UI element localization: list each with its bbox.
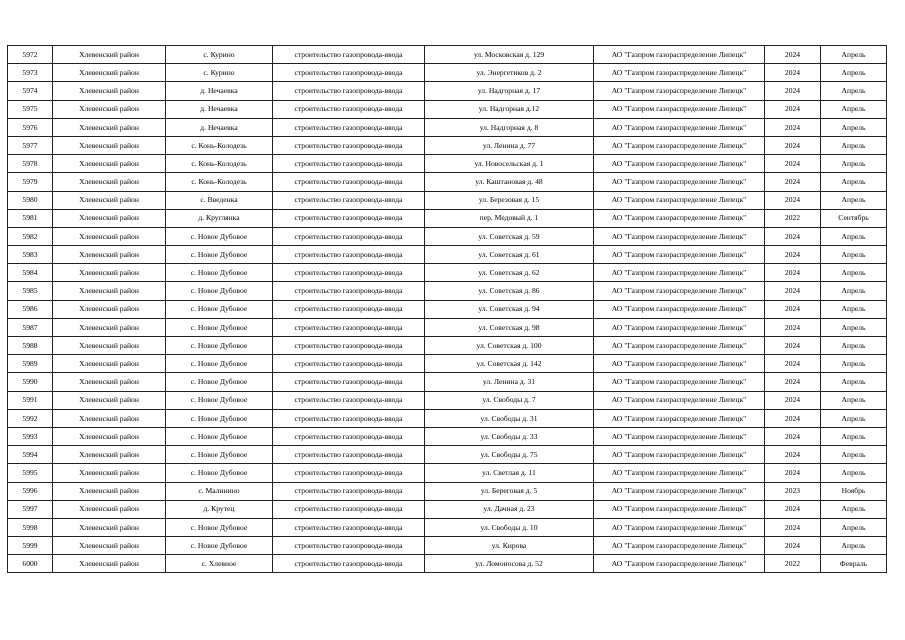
organization-cell: АО "Газпром газораспределение Липецк" xyxy=(594,464,765,482)
address-cell: ул. Свободы д. 33 xyxy=(425,427,594,445)
organization-cell: АО "Газпром газораспределение Липецк" xyxy=(594,191,765,209)
table-row xyxy=(8,82,887,100)
settlement-cell: с. Малинино xyxy=(166,482,273,500)
month-cell: Апрель xyxy=(821,64,887,82)
settlement-cell: с. Курино xyxy=(166,46,273,64)
year-cell: 2024 xyxy=(765,464,821,482)
year-cell: 2024 xyxy=(765,282,821,300)
organization-cell: АО "Газпром газораспределение Липецк" xyxy=(594,282,765,300)
work-type-cell: строительство газопровода-ввода xyxy=(273,355,425,373)
year-cell: 2024 xyxy=(765,64,821,82)
district-cell: Хлевенский район xyxy=(53,46,166,64)
work-type-cell: строительство газопровода-ввода xyxy=(273,427,425,445)
month-cell: Апрель xyxy=(821,409,887,427)
work-type-cell: строительство газопровода-ввода xyxy=(273,482,425,500)
year-cell: 2024 xyxy=(765,409,821,427)
table-row xyxy=(8,118,887,136)
organization-cell: АО "Газпром газораспределение Липецк" xyxy=(594,500,765,518)
row-number-cell: 5978 xyxy=(8,155,53,173)
table-row xyxy=(8,355,887,373)
month-cell: Апрель xyxy=(821,118,887,136)
year-cell: 2024 xyxy=(765,373,821,391)
table-row xyxy=(8,482,887,500)
table-row xyxy=(8,100,887,118)
address-cell: пер. Медовый д. 1 xyxy=(425,209,594,227)
settlement-cell: д. Нечаевка xyxy=(166,82,273,100)
month-cell: Апрель xyxy=(821,82,887,100)
table-row xyxy=(8,46,887,64)
table-row xyxy=(8,500,887,518)
month-cell: Сентябрь xyxy=(821,209,887,227)
row-number-cell: 5988 xyxy=(8,337,53,355)
settlement-cell: с. Конь-Колодезь xyxy=(166,155,273,173)
table-row xyxy=(8,264,887,282)
organization-cell: АО "Газпром газораспределение Липецк" xyxy=(594,118,765,136)
month-cell: Апрель xyxy=(821,464,887,482)
year-cell: 2024 xyxy=(765,155,821,173)
year-cell: 2024 xyxy=(765,227,821,245)
work-type-cell: строительство газопровода-ввода xyxy=(273,318,425,336)
month-cell: Апрель xyxy=(821,191,887,209)
table-row xyxy=(8,537,887,555)
address-cell: ул. Московская д. 129 xyxy=(425,46,594,64)
settlement-cell: с. Новое Дубовое xyxy=(166,518,273,536)
month-cell: Апрель xyxy=(821,136,887,154)
month-cell: Ноябрь xyxy=(821,482,887,500)
table-row xyxy=(8,300,887,318)
settlement-cell: д. Крутец xyxy=(166,500,273,518)
work-type-cell: строительство газопровода-ввода xyxy=(273,136,425,154)
address-cell: ул. Светлая д. 11 xyxy=(425,464,594,482)
work-type-cell: строительство газопровода-ввода xyxy=(273,300,425,318)
work-type-cell: строительство газопровода-ввода xyxy=(273,155,425,173)
work-type-cell: строительство газопровода-ввода xyxy=(273,191,425,209)
district-cell: Хлевенский район xyxy=(53,373,166,391)
address-cell: ул. Энергетиков д. 2 xyxy=(425,64,594,82)
year-cell: 2024 xyxy=(765,118,821,136)
year-cell: 2024 xyxy=(765,82,821,100)
address-cell: ул. Новосельская д. 1 xyxy=(425,155,594,173)
month-cell: Апрель xyxy=(821,337,887,355)
settlement-cell: д. Нечаевка xyxy=(166,118,273,136)
settlement-cell: с. Курино xyxy=(166,64,273,82)
month-cell: Апрель xyxy=(821,391,887,409)
work-type-cell: строительство газопровода-ввода xyxy=(273,100,425,118)
year-cell: 2024 xyxy=(765,391,821,409)
table-row xyxy=(8,464,887,482)
row-number-cell: 5990 xyxy=(8,373,53,391)
settlement-cell: с. Новое Дубовое xyxy=(166,355,273,373)
month-cell: Апрель xyxy=(821,427,887,445)
work-type-cell: строительство газопровода-ввода xyxy=(273,46,425,64)
month-cell: Февраль xyxy=(821,555,887,573)
table-row xyxy=(8,391,887,409)
row-number-cell: 5982 xyxy=(8,227,53,245)
organization-cell: АО "Газпром газораспределение Липецк" xyxy=(594,155,765,173)
address-cell: ул. Свободы д. 31 xyxy=(425,409,594,427)
settlement-cell: с. Новое Дубовое xyxy=(166,427,273,445)
month-cell: Апрель xyxy=(821,500,887,518)
year-cell: 2022 xyxy=(765,555,821,573)
settlement-cell: с. Новое Дубовое xyxy=(166,537,273,555)
address-cell: ул. Свободы д. 75 xyxy=(425,446,594,464)
district-cell: Хлевенский район xyxy=(53,100,166,118)
table-row xyxy=(8,427,887,445)
month-cell: Апрель xyxy=(821,46,887,64)
table-row xyxy=(8,409,887,427)
address-cell: ул. Советская д. 100 xyxy=(425,337,594,355)
organization-cell: АО "Газпром газораспределение Липецк" xyxy=(594,264,765,282)
organization-cell: АО "Газпром газораспределение Липецк" xyxy=(594,246,765,264)
month-cell: Апрель xyxy=(821,282,887,300)
district-cell: Хлевенский район xyxy=(53,500,166,518)
settlement-cell: с. Новое Дубовое xyxy=(166,282,273,300)
year-cell: 2024 xyxy=(765,191,821,209)
district-cell: Хлевенский район xyxy=(53,518,166,536)
organization-cell: АО "Газпром газораспределение Липецк" xyxy=(594,318,765,336)
settlement-cell: с. Новое Дубовое xyxy=(166,227,273,245)
address-cell: ул. Надгорная д. 17 xyxy=(425,82,594,100)
year-cell: 2024 xyxy=(765,300,821,318)
month-cell: Апрель xyxy=(821,537,887,555)
organization-cell: АО "Газпром газораспределение Липецк" xyxy=(594,227,765,245)
address-cell: ул. Береговая д. 5 xyxy=(425,482,594,500)
year-cell: 2024 xyxy=(765,173,821,191)
row-number-cell: 5985 xyxy=(8,282,53,300)
work-type-cell: строительство газопровода-ввода xyxy=(273,82,425,100)
month-cell: Апрель xyxy=(821,155,887,173)
address-cell: ул. Советская д. 86 xyxy=(425,282,594,300)
work-type-cell: строительство газопровода-ввода xyxy=(273,118,425,136)
year-cell: 2023 xyxy=(765,482,821,500)
address-cell: ул. Надгорная д. 8 xyxy=(425,118,594,136)
row-number-cell: 5992 xyxy=(8,409,53,427)
organization-cell: АО "Газпром газораспределение Липецк" xyxy=(594,427,765,445)
table-row xyxy=(8,282,887,300)
district-cell: Хлевенский район xyxy=(53,191,166,209)
row-number-cell: 5986 xyxy=(8,300,53,318)
table-row xyxy=(8,155,887,173)
address-cell: ул. Ленина д. 31 xyxy=(425,373,594,391)
settlement-cell: с. Новое Дубовое xyxy=(166,264,273,282)
settlement-cell: с. Новое Дубовое xyxy=(166,337,273,355)
organization-cell: АО "Газпром газораспределение Липецк" xyxy=(594,64,765,82)
settlement-cell: с. Введенка xyxy=(166,191,273,209)
organization-cell: АО "Газпром газораспределение Липецк" xyxy=(594,391,765,409)
district-cell: Хлевенский район xyxy=(53,427,166,445)
organization-cell: АО "Газпром газораспределение Липецк" xyxy=(594,300,765,318)
district-cell: Хлевенский район xyxy=(53,282,166,300)
settlement-cell: с. Новое Дубовое xyxy=(166,446,273,464)
month-cell: Апрель xyxy=(821,173,887,191)
organization-cell: АО "Газпром газораспределение Липецк" xyxy=(594,100,765,118)
table-row xyxy=(8,446,887,464)
month-cell: Апрель xyxy=(821,246,887,264)
settlement-cell: с. Новое Дубовое xyxy=(166,391,273,409)
settlement-cell: с. Новое Дубовое xyxy=(166,246,273,264)
work-type-cell: строительство газопровода-ввода xyxy=(273,282,425,300)
work-type-cell: строительство газопровода-ввода xyxy=(273,464,425,482)
table-row xyxy=(8,173,887,191)
district-cell: Хлевенский район xyxy=(53,318,166,336)
row-number-cell: 6000 xyxy=(8,555,53,573)
row-number-cell: 5994 xyxy=(8,446,53,464)
address-cell: ул. Советская д. 61 xyxy=(425,246,594,264)
district-cell: Хлевенский район xyxy=(53,391,166,409)
district-cell: Хлевенский район xyxy=(53,355,166,373)
address-cell: ул. Дачная д. 23 xyxy=(425,500,594,518)
row-number-cell: 5974 xyxy=(8,82,53,100)
work-type-cell: строительство газопровода-ввода xyxy=(273,391,425,409)
work-type-cell: строительство газопровода-ввода xyxy=(273,409,425,427)
settlement-cell: д. Нечаевка xyxy=(166,100,273,118)
address-cell: ул. Кирова xyxy=(425,537,594,555)
district-cell: Хлевенский район xyxy=(53,300,166,318)
work-type-cell: строительство газопровода-ввода xyxy=(273,500,425,518)
table-row xyxy=(8,209,887,227)
month-cell: Апрель xyxy=(821,373,887,391)
work-type-cell: строительство газопровода-ввода xyxy=(273,64,425,82)
work-type-cell: строительство газопровода-ввода xyxy=(273,373,425,391)
district-cell: Хлевенский район xyxy=(53,482,166,500)
work-type-cell: строительство газопровода-ввода xyxy=(273,173,425,191)
table-body xyxy=(8,46,887,573)
row-number-cell: 5997 xyxy=(8,500,53,518)
work-type-cell: строительство газопровода-ввода xyxy=(273,209,425,227)
gas-connection-table xyxy=(7,45,887,573)
district-cell: Хлевенский район xyxy=(53,82,166,100)
row-number-cell: 5976 xyxy=(8,118,53,136)
work-type-cell: строительство газопровода-ввода xyxy=(273,555,425,573)
table-row xyxy=(8,337,887,355)
district-cell: Хлевенский район xyxy=(53,173,166,191)
address-cell: ул. Советская д. 98 xyxy=(425,318,594,336)
settlement-cell: с. Конь-Колодезь xyxy=(166,173,273,191)
settlement-cell: с. Новое Дубовое xyxy=(166,318,273,336)
address-cell: ул. Советская д. 59 xyxy=(425,227,594,245)
row-number-cell: 5983 xyxy=(8,246,53,264)
address-cell: ул. Ленина д. 77 xyxy=(425,136,594,154)
organization-cell: АО "Газпром газораспределение Липецк" xyxy=(594,337,765,355)
row-number-cell: 5991 xyxy=(8,391,53,409)
work-type-cell: строительство газопровода-ввода xyxy=(273,337,425,355)
table-row xyxy=(8,191,887,209)
district-cell: Хлевенский район xyxy=(53,246,166,264)
row-number-cell: 5989 xyxy=(8,355,53,373)
row-number-cell: 5975 xyxy=(8,100,53,118)
organization-cell: АО "Газпром газораспределение Липецк" xyxy=(594,373,765,391)
year-cell: 2024 xyxy=(765,537,821,555)
year-cell: 2024 xyxy=(765,318,821,336)
row-number-cell: 5981 xyxy=(8,209,53,227)
address-cell: ул. Березовая д. 15 xyxy=(425,191,594,209)
district-cell: Хлевенский район xyxy=(53,464,166,482)
row-number-cell: 5972 xyxy=(8,46,53,64)
district-cell: Хлевенский район xyxy=(53,555,166,573)
work-type-cell: строительство газопровода-ввода xyxy=(273,446,425,464)
table-row xyxy=(8,227,887,245)
district-cell: Хлевенский район xyxy=(53,337,166,355)
year-cell: 2024 xyxy=(765,246,821,264)
address-cell: ул. Советская д. 94 xyxy=(425,300,594,318)
organization-cell: АО "Газпром газораспределение Липецк" xyxy=(594,46,765,64)
year-cell: 2024 xyxy=(765,100,821,118)
row-number-cell: 5995 xyxy=(8,464,53,482)
row-number-cell: 5987 xyxy=(8,318,53,336)
organization-cell: АО "Газпром газораспределение Липецк" xyxy=(594,555,765,573)
organization-cell: АО "Газпром газораспределение Липецк" xyxy=(594,355,765,373)
address-cell: ул. Надгорная д.12 xyxy=(425,100,594,118)
settlement-cell: с. Конь-Колодезь xyxy=(166,136,273,154)
organization-cell: АО "Газпром газораспределение Липецк" xyxy=(594,136,765,154)
district-cell: Хлевенский район xyxy=(53,155,166,173)
district-cell: Хлевенский район xyxy=(53,209,166,227)
address-cell: ул. Ломоносова д. 52 xyxy=(425,555,594,573)
district-cell: Хлевенский район xyxy=(53,118,166,136)
settlement-cell: с. Новое Дубовое xyxy=(166,300,273,318)
year-cell: 2024 xyxy=(765,337,821,355)
work-type-cell: строительство газопровода-ввода xyxy=(273,246,425,264)
row-number-cell: 5984 xyxy=(8,264,53,282)
organization-cell: АО "Газпром газораспределение Липецк" xyxy=(594,446,765,464)
organization-cell: АО "Газпром газораспределение Липецк" xyxy=(594,173,765,191)
row-number-cell: 5980 xyxy=(8,191,53,209)
year-cell: 2024 xyxy=(765,46,821,64)
month-cell: Апрель xyxy=(821,518,887,536)
table-row xyxy=(8,318,887,336)
district-cell: Хлевенский район xyxy=(53,64,166,82)
month-cell: Апрель xyxy=(821,446,887,464)
organization-cell: АО "Газпром газораспределение Липецк" xyxy=(594,209,765,227)
table-row xyxy=(8,373,887,391)
organization-cell: АО "Газпром газораспределение Липецк" xyxy=(594,537,765,555)
address-cell: ул. Советская д. 62 xyxy=(425,264,594,282)
organization-cell: АО "Газпром газораспределение Липецк" xyxy=(594,82,765,100)
year-cell: 2024 xyxy=(765,136,821,154)
organization-cell: АО "Газпром газораспределение Липецк" xyxy=(594,409,765,427)
district-cell: Хлевенский район xyxy=(53,227,166,245)
address-cell: ул. Свободы д. 7 xyxy=(425,391,594,409)
row-number-cell: 5996 xyxy=(8,482,53,500)
district-cell: Хлевенский район xyxy=(53,264,166,282)
settlement-cell: с. Новое Дубовое xyxy=(166,409,273,427)
year-cell: 2022 xyxy=(765,209,821,227)
month-cell: Апрель xyxy=(821,300,887,318)
row-number-cell: 5993 xyxy=(8,427,53,445)
row-number-cell: 5999 xyxy=(8,537,53,555)
work-type-cell: строительство газопровода-ввода xyxy=(273,227,425,245)
year-cell: 2024 xyxy=(765,446,821,464)
month-cell: Апрель xyxy=(821,227,887,245)
settlement-cell: с. Новое Дубовое xyxy=(166,464,273,482)
month-cell: Апрель xyxy=(821,355,887,373)
work-type-cell: строительство газопровода-ввода xyxy=(273,264,425,282)
address-cell: ул. Свободы д. 10 xyxy=(425,518,594,536)
address-cell: ул. Советская д. 142 xyxy=(425,355,594,373)
settlement-cell: д. Круглянка xyxy=(166,209,273,227)
year-cell: 2024 xyxy=(765,427,821,445)
address-cell: ул. Каштановая д. 48 xyxy=(425,173,594,191)
row-number-cell: 5977 xyxy=(8,136,53,154)
month-cell: Апрель xyxy=(821,264,887,282)
work-type-cell: строительство газопровода-ввода xyxy=(273,537,425,555)
year-cell: 2024 xyxy=(765,355,821,373)
district-cell: Хлевенский район xyxy=(53,136,166,154)
table-row xyxy=(8,518,887,536)
month-cell: Апрель xyxy=(821,100,887,118)
organization-cell: АО "Газпром газораспределение Липецк" xyxy=(594,518,765,536)
row-number-cell: 5998 xyxy=(8,518,53,536)
district-cell: Хлевенский район xyxy=(53,446,166,464)
settlement-cell: с. Хлевное xyxy=(166,555,273,573)
table-row xyxy=(8,555,887,573)
table-row xyxy=(8,136,887,154)
row-number-cell: 5979 xyxy=(8,173,53,191)
district-cell: Хлевенский район xyxy=(53,537,166,555)
district-cell: Хлевенский район xyxy=(53,409,166,427)
work-type-cell: строительство газопровода-ввода xyxy=(273,518,425,536)
year-cell: 2024 xyxy=(765,518,821,536)
settlement-cell: с. Новое Дубовое xyxy=(166,373,273,391)
organization-cell: АО "Газпром газораспределение Липецк" xyxy=(594,482,765,500)
row-number-cell: 5973 xyxy=(8,64,53,82)
table-row xyxy=(8,64,887,82)
year-cell: 2024 xyxy=(765,500,821,518)
table-row xyxy=(8,246,887,264)
year-cell: 2024 xyxy=(765,264,821,282)
month-cell: Апрель xyxy=(821,318,887,336)
